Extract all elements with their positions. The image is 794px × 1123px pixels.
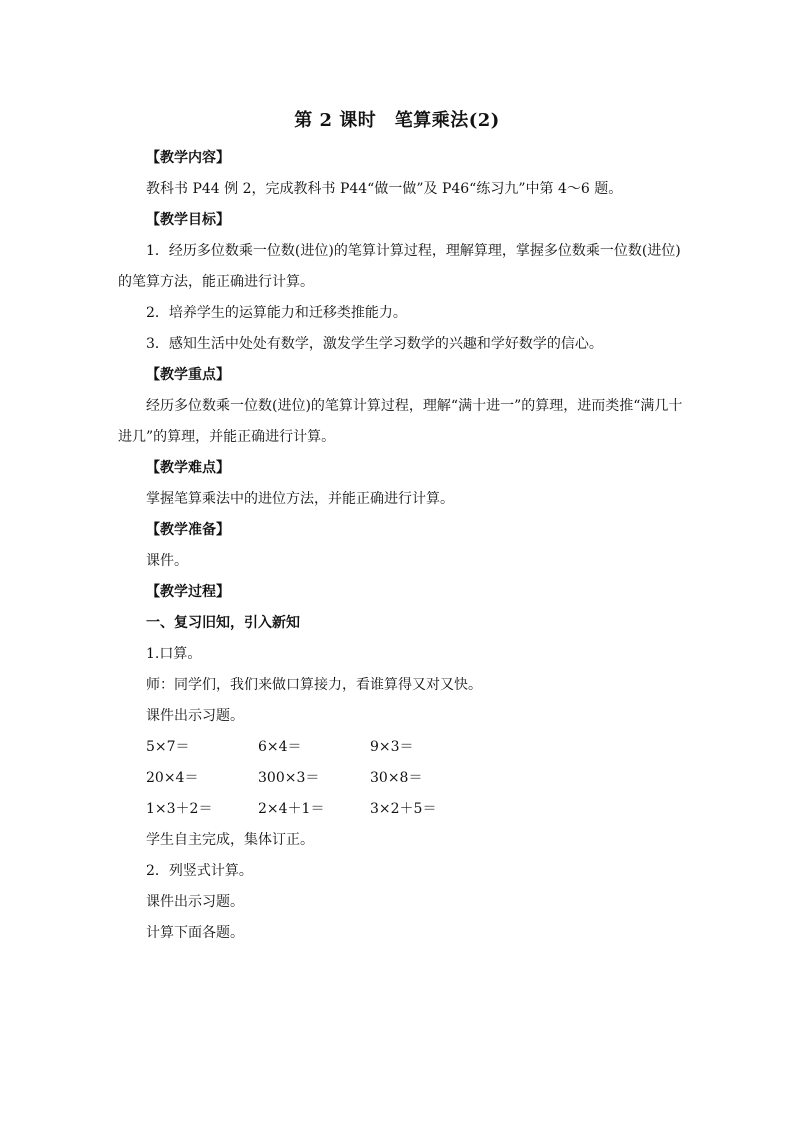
goal-2: 2．培养学生的运算能力和迁移类推能力。 [146, 305, 407, 321]
vertical-calc: 2．列竖式计算。 [146, 863, 253, 879]
calc-below: 计算下面各题。 [146, 925, 244, 941]
teacher-line: 师：同学们，我们来做口算接力，看谁算得又对又快。 [146, 677, 482, 693]
key-text: 经历多位数乘一位数(进位)的笔算计算过程，理解“满十进一”的算理，进而类推“满几十进几”的算理，并能正确进行计算。 [118, 398, 683, 445]
goal-3: 3．感知生活中处处有数学，激发学生学习数学的兴趣和学好数学的信心。 [146, 336, 603, 352]
exercise-item: 300×3＝ [258, 770, 320, 786]
step-1-heading: 一、复习旧知，引入新知 [146, 615, 300, 631]
exercise-row [118, 732, 688, 763]
exercise-row [118, 794, 688, 825]
goal-1: 1．经历多位数乘一位数(进位)的笔算计算过程，理解算理，掌握多位数乘一位数(进位)的笔算方法，能正确进行计算。 [118, 243, 681, 290]
exercise-item: 6×4＝ [258, 739, 302, 755]
exercise-item: 20×4＝ [146, 770, 199, 786]
exercise-item: 30×8＝ [370, 770, 423, 786]
page-title: 第 2 课时 笔算乘法(2) [294, 110, 500, 131]
section-heading-difficulty: 【教学难点】 [146, 460, 230, 476]
difficulty-text: 掌握笔算乘法中的进位方法，并能正确进行计算。 [146, 491, 454, 507]
section-heading-key: 【教学重点】 [146, 367, 230, 383]
document-body [118, 143, 688, 949]
show-exercise-2: 课件出示习题。 [146, 894, 244, 910]
exercise-row [118, 763, 688, 794]
section-heading-process: 【教学过程】 [146, 584, 230, 600]
content-text: 教科书 P44 例 2，完成教科书 P44“做一做”及 P46“练习九”中第 4～6 题。 [146, 181, 623, 197]
section-heading-goals: 【教学目标】 [146, 212, 230, 228]
show-exercise-1: 课件出示习题。 [146, 708, 244, 724]
exercise-item: 2×4＋1＝ [258, 801, 325, 817]
section-heading-content: 【教学内容】 [146, 150, 230, 166]
prep-text: 课件。 [146, 553, 188, 569]
exercise-item: 3×2＋5＝ [370, 801, 437, 817]
exercise-item: 5×7＝ [146, 739, 190, 755]
section-heading-prep: 【教学准备】 [146, 522, 230, 538]
exercise-item: 1×3＋2＝ [146, 801, 213, 817]
self-complete: 学生自主完成，集体订正。 [146, 832, 314, 848]
oral-calc: 1.口算。 [146, 646, 202, 662]
exercise-item: 9×3＝ [370, 739, 414, 755]
